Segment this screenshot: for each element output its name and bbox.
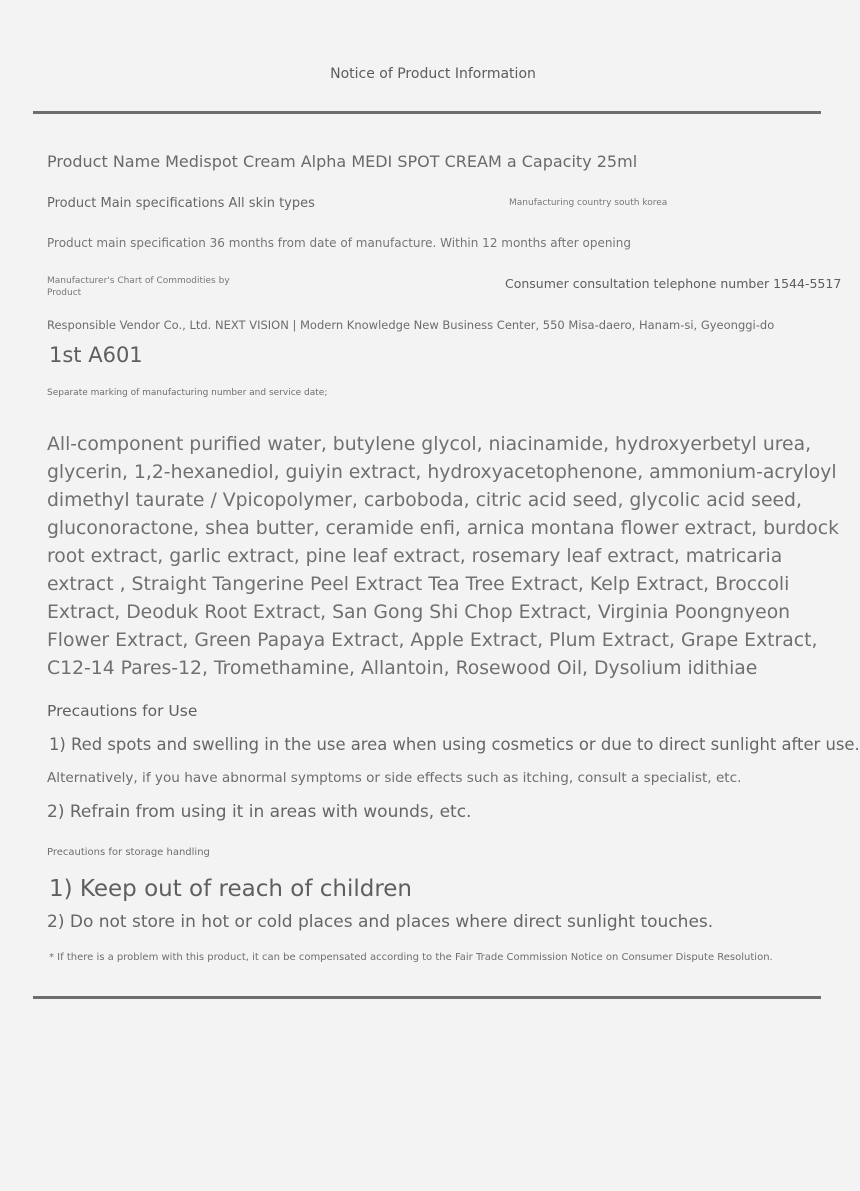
precautions-use-heading: Precautions for Use: [47, 702, 198, 720]
precautions-use-item-2: 2) Refrain from using it in areas with wounds, etc.: [47, 802, 472, 822]
top-divider: [33, 111, 821, 114]
precautions-use-item-1: 1) Red spots and swelling in the use area when using cosmetics or due to direct sunlight after use.: [49, 735, 860, 754]
manufacturing-country-line: Manufacturing country south korea: [509, 198, 668, 208]
main-spec-line: Product Main specifications All skin types: [47, 196, 315, 211]
vendor-line: Responsible Vendor Co., Ltd. NEXT VISION | Modern Knowledge New Business Center, 550 Misa-daero, Hanam-si, Gyeonggi-do: [47, 318, 775, 332]
shelf-life-line: Product main specification 36 months from date of manufacture. Within 12 months after opening: [47, 236, 631, 250]
storage-precautions-item-1: 1) Keep out of reach of children: [49, 876, 413, 902]
precautions-use-item-1-alt: Alternatively, if you have abnormal symptoms or side effects such as itching, consult a specialist, etc.: [47, 770, 742, 786]
product-name-line: Product Name Medispot Cream Alpha MEDI SPOT CREAM a Capacity 25ml: [47, 152, 638, 171]
page-title: Notice of Product Information: [330, 66, 536, 82]
lot-number: 1st A601: [49, 343, 143, 367]
separate-marking-line: Separate marking of manufacturing number and service date;: [47, 388, 328, 398]
chart-of-commodities-line: Manufacturer's Chart of Commodities by Product: [47, 276, 230, 298]
ingredients-list: All-component purified water, butylene glycol, niacinamide, hydroxyerbetyl urea, glycerin, 1,2-hexanediol, guiyin extract, hydroxyacetophenone, ammonium-acryloyl dimethyl taurate / Vpicopolymer, carboboda, citric acid seed, glycolic acid seed, gluconoractone, shea butter, ceramide enfi, arnica montana flower extract, burdock root extract, garlic extract, pine leaf extract, rosemary leaf extract, matricaria extract , Straight Tangerine Peel Extract Tea Tree Extract, Kelp Extract, Broccoli Extract, Deoduk Root Extract, San Gong Shi Chop Extract, Virginia Poongnyeon Flower Extract, Green Papaya Extract, Apple Extract, Plum Extract, Grape Extract, C12-14 Pares-12, Tromethamine, Allantoin, Rosewood Oil, Dysolium idithiae: [47, 434, 839, 679]
consultation-phone-line: Consumer consultation telephone number 1544-5517: [505, 276, 842, 291]
storage-precautions-heading: Precautions for storage handling: [47, 847, 210, 858]
storage-precautions-item-2: 2) Do not store in hot or cold places and places where direct sunlight touches.: [47, 912, 714, 932]
footnote: * If there is a problem with this product, it can be compensated according to the Fair Trade Commission Notice on Consumer Dispute Resolution.: [49, 952, 773, 963]
bottom-divider: [33, 996, 821, 999]
